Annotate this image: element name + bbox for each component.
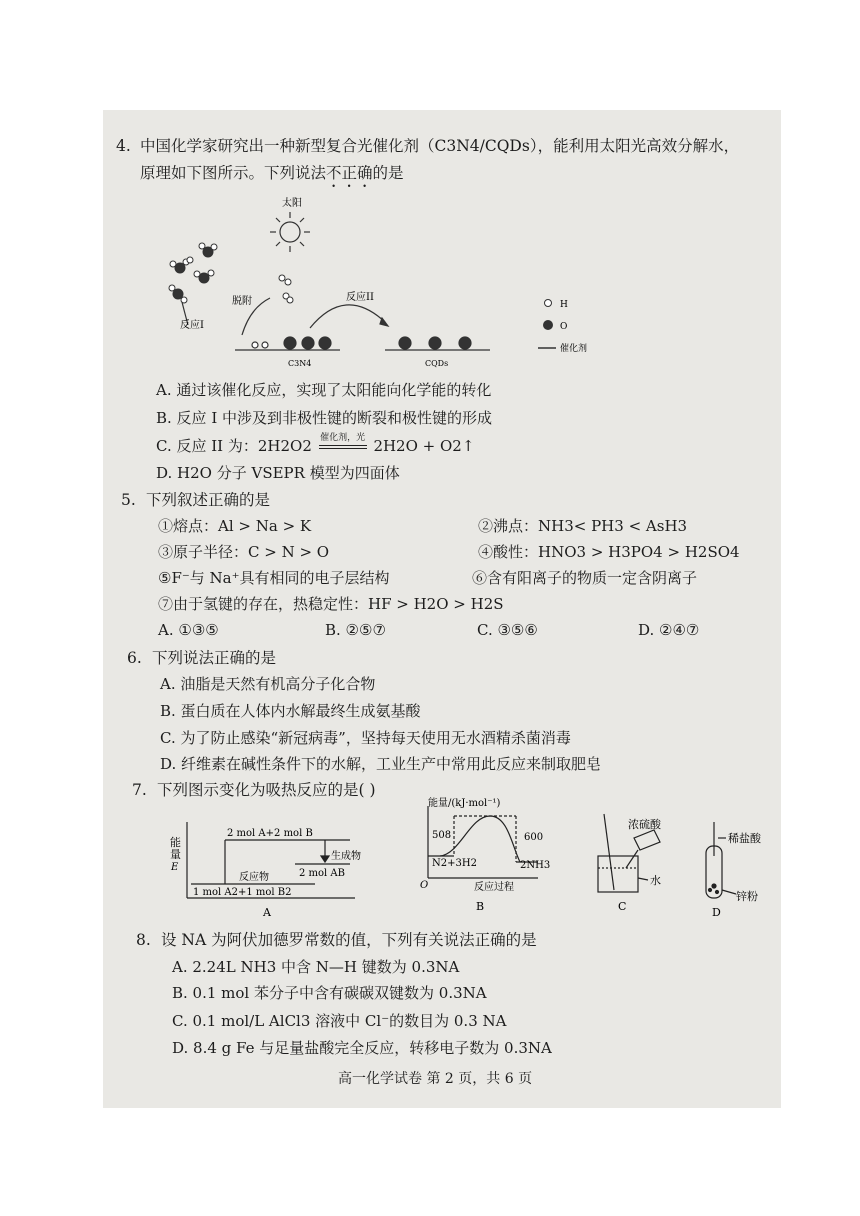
fig-b-origin: O [420,880,429,891]
fig-b-508: 508 [432,830,452,841]
q5-option-a: A. ①③⑤ [158,621,219,639]
fig-b-600: 600 [524,832,544,843]
q4-option-c [156,433,475,456]
adsorb-label: 脱附 [232,296,252,307]
fig-a-letter: A [263,906,271,919]
fig-b-xlabel: 反应过程 [474,882,514,893]
q5-option-d: D. ②④⑦ [638,621,700,639]
q7-figure-d [700,816,770,920]
q4-number: 4. [116,137,131,155]
q5-item-2: ②沸点：NH3< PH3 < AsH3 [478,517,688,535]
q7-figure-c [588,810,688,918]
q4-line2 [140,163,404,191]
water-molecules [169,243,217,303]
legend-h: H [560,300,568,310]
q8-stem: 设 NA 为阿伏加德罗常数的值，下列有关说法正确的是 [161,931,537,949]
reaction2-label: 反应II [346,292,374,303]
q7-figure-b [420,796,570,918]
q5-stem: 下列叙述正确的是 [146,491,271,509]
q5-option-b: B. ②⑤⑦ [325,621,386,639]
hydrogen-molecules [279,275,293,303]
fig-a-bottom-label: 1 mol A2+1 mol B2 [193,887,292,898]
fig-b-letter: B [476,900,485,913]
legend-o: O [560,322,568,332]
q6-option-d: D. 纤维素在碱性条件下的水解，工业生产中常用此反应来制取肥皂 [160,755,602,773]
q4-option-c-suffix: 2H2O + O2↑ [373,437,475,455]
legend-catalyst: 催化剂 [560,344,588,354]
q8-option-c: C. 0.1 mol/L AlCl3 溶液中 Cl⁻的数目为 0.3 NA [172,1012,507,1030]
fig-a-mid-label: 2 mol AB [299,868,345,879]
fig-b-reactants: N2+3H2 [432,858,477,869]
fig-d-acid-label: 稀盐酸 [728,832,761,845]
q5-item-1: ①熔点：Al > Na > K [158,517,312,535]
q4-option-a: A. 通过该催化反应，实现了太阳能向化学能的转化 [156,381,492,399]
catalyst-surfaces [235,337,490,350]
fig-a-top-label: 2 mol A+2 mol B [227,828,313,839]
q6-stem: 下列说法正确的是 [152,649,277,667]
q5-item-3: ③原子半径：C > N > O [158,543,330,561]
page-footer: 高一化学试卷 第 2 页，共 6 页 [338,1071,533,1087]
fig-a-reactant-label: 反应物 [239,872,269,883]
q8-option-b: B. 0.1 mol 苯分子中含有碳碳双键数为 0.3NA [172,984,487,1002]
fig-b-ylabel: 能量/(kJ·mol⁻¹) [428,798,501,809]
fig-b-products: 2NH3 [520,860,551,871]
q7-stem: 下列图示变化为吸热反应的是( ) [157,781,376,799]
q4-option-c-arrow [317,433,369,456]
sun-icon [270,212,310,252]
q4-photocatalysis-diagram [160,190,600,370]
fig-a-ylabel-2: 量 [170,848,181,861]
q6-option-a: A. 油脂是天然有机高分子化合物 [160,675,376,693]
q4-line2-prefix: 原理如下图所示。下列说法 [140,164,327,182]
q5-item-5: ⑤F⁻与 Na⁺具有相同的电子层结构 [158,569,390,587]
q4-line1: 中国化学家研究出一种新型复合光催化剂（C3N4/CQDs），能利用太阳光高效分解水， [140,137,740,155]
q5-number: 5. [121,491,136,509]
reaction1-label: 反应I [180,320,204,331]
fig-d-letter: D [712,906,721,919]
fig-a-ylabel-1: 能 [170,836,181,849]
fig-c-water-label: 水 [650,874,661,887]
q4-option-b: B. 反应 I 中涉及到非极性键的断裂和极性键的形成 [156,409,493,427]
reaction-arrows [182,298,388,335]
q4-option-c-prefix: C. 反应 II 为：2H2O2 [156,437,312,455]
q4-option-c-condition: 催化剂，光 [320,433,366,443]
q5-option-c: C. ③⑤⑥ [477,621,538,639]
q6-option-c: C. 为了防止感染“新冠病毒”，坚持每天使用无水酒精杀菌消毒 [160,729,571,747]
q4-line2-suffix: 的是 [372,164,404,182]
q7-figure-a [165,818,375,924]
fig-c-letter: C [618,900,627,913]
q5-item-4: ④酸性：HNO3 > H3PO4 > H2SO4 [478,543,740,561]
fig-c-acid-label: 浓硫酸 [628,818,661,831]
q6-number: 6. [127,649,142,667]
q8-option-a: A. 2.24L NH3 中含 N—H 键数为 0.3NA [172,958,460,976]
c3n4-label: C3N4 [288,359,312,368]
q4-line2-emphasis: 不正确 [326,164,373,182]
q5-item-6: ⑥含有阳离子的物质一定含阴离子 [472,569,698,587]
q4-option-d: D. H2O 分子 VSEPR 模型为四面体 [156,464,400,482]
fig-a-ylabel-3: E [171,862,179,873]
q5-item-7: ⑦由于氢键的存在，热稳定性：HF > H2O > H2S [158,595,504,613]
q8-number: 8. [136,931,151,949]
fig-d-zinc-label: 锌粉 [736,890,758,903]
fig-a-product-label: 生成物 [331,851,361,862]
sun-label: 太阳 [282,198,302,209]
q6-option-b: B. 蛋白质在人体内水解最终生成氨基酸 [160,702,421,720]
diagram-legend [538,300,587,355]
cqds-label: CQDs [425,359,449,368]
q7-number: 7. [132,781,147,799]
q8-option-d: D. 8.4 g Fe 与足量盐酸完全反应，转移电子数为 0.3NA [172,1039,552,1057]
